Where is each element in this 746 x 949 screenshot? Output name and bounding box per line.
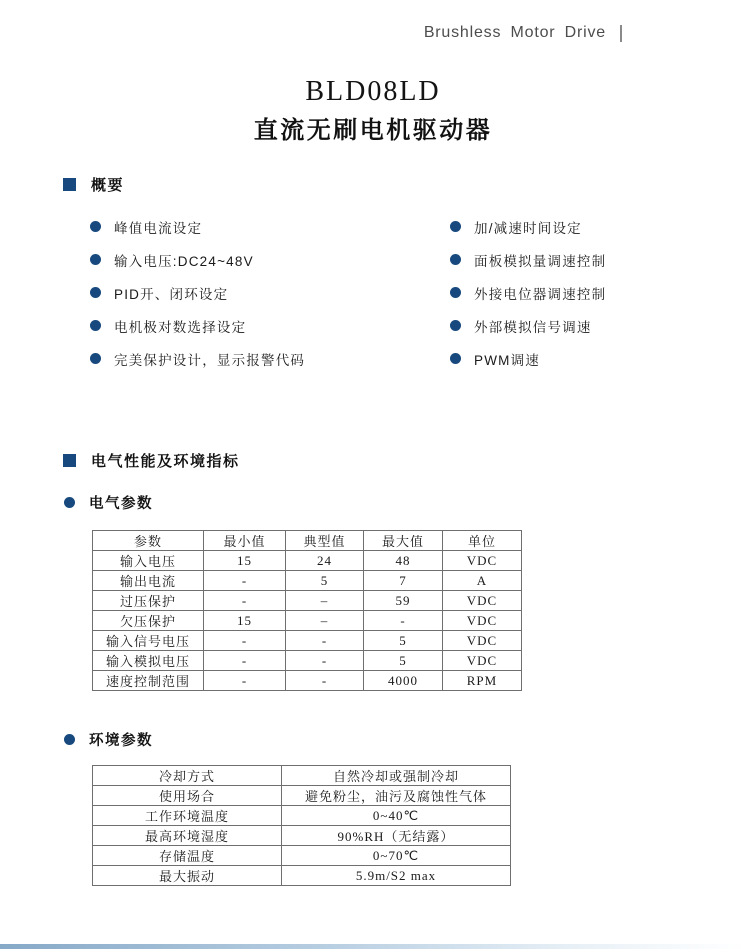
bullet-icon [90, 353, 101, 364]
list-item [90, 349, 420, 368]
bullet-icon [90, 254, 101, 265]
cell-unit: A [443, 571, 522, 591]
column-header: 典型值 [286, 531, 364, 551]
table-row [93, 786, 511, 806]
table-row [93, 571, 522, 591]
cell-typical: - [286, 651, 364, 671]
bullet-icon [450, 221, 461, 232]
cell-max: 7 [364, 571, 443, 591]
header-divider [620, 25, 622, 42]
cell-min: - [204, 671, 286, 691]
feature-label: 电机极对数选择设定 [114, 319, 247, 335]
bullet-icon [90, 320, 101, 331]
cell-parameter: 工作环境温度 [93, 806, 282, 826]
list-item [450, 283, 746, 302]
bullet-icon [90, 221, 101, 232]
cell-value: 0~70℃ [282, 846, 511, 866]
table-row [93, 651, 522, 671]
cell-parameter: 存储温度 [93, 846, 282, 866]
brand-text: Brushless Motor Drive [423, 24, 606, 41]
bullet-icon [450, 320, 461, 331]
cell-min: 15 [204, 611, 286, 631]
electrical-subsection-heading [64, 492, 153, 513]
round-bullet-icon [64, 497, 75, 508]
page-header [424, 24, 622, 42]
cell-parameter: 使用场合 [93, 786, 282, 806]
specs-section-heading [63, 450, 240, 471]
cell-parameter: 欠压保护 [93, 611, 204, 631]
table-row [93, 551, 522, 571]
feature-label: PID开、闭环设定 [114, 286, 229, 302]
cell-unit: VDC [443, 591, 522, 611]
square-bullet-icon [63, 454, 76, 467]
electrical-parameters-table [92, 530, 522, 691]
bullet-icon [450, 287, 461, 298]
table-row [93, 846, 511, 866]
cell-max: 4000 [364, 671, 443, 691]
footer-gradient-bar [0, 944, 746, 949]
column-header: 单位 [443, 531, 522, 551]
cell-parameter: 输入模拟电压 [93, 651, 204, 671]
column-header: 最小值 [204, 531, 286, 551]
cell-max: 59 [364, 591, 443, 611]
list-item [90, 217, 420, 236]
list-item [450, 316, 746, 335]
environment-heading-label: 环境参数 [89, 733, 153, 749]
feature-label: 峰值电流设定 [114, 220, 203, 236]
cell-unit: VDC [443, 611, 522, 631]
cell-parameter: 最高环境湿度 [93, 826, 282, 846]
model-title: BLD08LD [305, 76, 441, 107]
features-right-column [450, 217, 746, 382]
product-title: 直流无刷电机驱动器 [253, 117, 493, 144]
column-header: 最大值 [364, 531, 443, 551]
column-header: 参数 [93, 531, 204, 551]
cell-typical: - [286, 631, 364, 651]
cell-max: 5 [364, 631, 443, 651]
cell-value: 5.9m/S2 max [282, 866, 511, 886]
cell-typical: 5 [286, 571, 364, 591]
cell-parameter: 最大振动 [93, 866, 282, 886]
table-row [93, 766, 511, 786]
list-item [450, 217, 746, 236]
list-item [450, 250, 746, 269]
cell-max: 5 [364, 651, 443, 671]
features-left-column [90, 217, 420, 382]
bullet-icon [90, 287, 101, 298]
cell-value: 90%RH（无结露） [282, 826, 511, 846]
environment-parameters-table [92, 765, 511, 886]
bullet-icon [450, 254, 461, 265]
cell-value: 0~40℃ [282, 806, 511, 826]
cell-parameter: 输出电流 [93, 571, 204, 591]
overview-section-heading [63, 174, 124, 195]
bullet-icon [450, 353, 461, 364]
overview-heading-label: 概要 [91, 177, 125, 194]
feature-label: 外部模拟信号调速 [474, 319, 592, 335]
cell-typical: – [286, 591, 364, 611]
cell-parameter: 过压保护 [93, 591, 204, 611]
round-bullet-icon [64, 734, 75, 745]
table-row [93, 866, 511, 886]
cell-typical: 24 [286, 551, 364, 571]
feature-label: 输入电压:DC24~48V [114, 253, 254, 269]
list-item [450, 349, 746, 368]
table-row [93, 631, 522, 651]
cell-min: 15 [204, 551, 286, 571]
list-item [90, 250, 420, 269]
table-row [93, 591, 522, 611]
feature-label: PWM调速 [474, 352, 540, 368]
cell-min: - [204, 631, 286, 651]
table-row [93, 611, 522, 631]
feature-label: 面板模拟量调速控制 [474, 253, 607, 269]
specs-heading-label: 电气性能及环境指标 [91, 453, 240, 470]
environment-subsection-heading [64, 729, 153, 750]
table-header-row [93, 531, 522, 551]
cell-parameter: 输入信号电压 [93, 631, 204, 651]
feature-label: 完美保护设计，显示报警代码 [114, 352, 306, 368]
cell-max: 48 [364, 551, 443, 571]
table-row [93, 826, 511, 846]
cell-unit: VDC [443, 631, 522, 651]
table-row [93, 806, 511, 826]
cell-parameter: 冷却方式 [93, 766, 282, 786]
list-item [90, 283, 420, 302]
cell-min: - [204, 651, 286, 671]
cell-min: - [204, 591, 286, 611]
feature-label: 外接电位器调速控制 [474, 286, 607, 302]
cell-min: - [204, 571, 286, 591]
cell-unit: VDC [443, 551, 522, 571]
cell-unit: VDC [443, 651, 522, 671]
electrical-heading-label: 电气参数 [89, 496, 153, 512]
list-item [90, 316, 420, 335]
cell-max: - [364, 611, 443, 631]
cell-parameter: 速度控制范围 [93, 671, 204, 691]
feature-label: 加/减速时间设定 [474, 220, 582, 236]
cell-parameter: 输入电压 [93, 551, 204, 571]
table-row [93, 671, 522, 691]
cell-typical: – [286, 611, 364, 631]
square-bullet-icon [63, 178, 76, 191]
cell-unit: RPM [443, 671, 522, 691]
cell-value: 避免粉尘，油污及腐蚀性气体 [282, 786, 511, 806]
cell-typical: - [286, 671, 364, 691]
cell-value: 自然冷却或强制冷却 [282, 766, 511, 786]
